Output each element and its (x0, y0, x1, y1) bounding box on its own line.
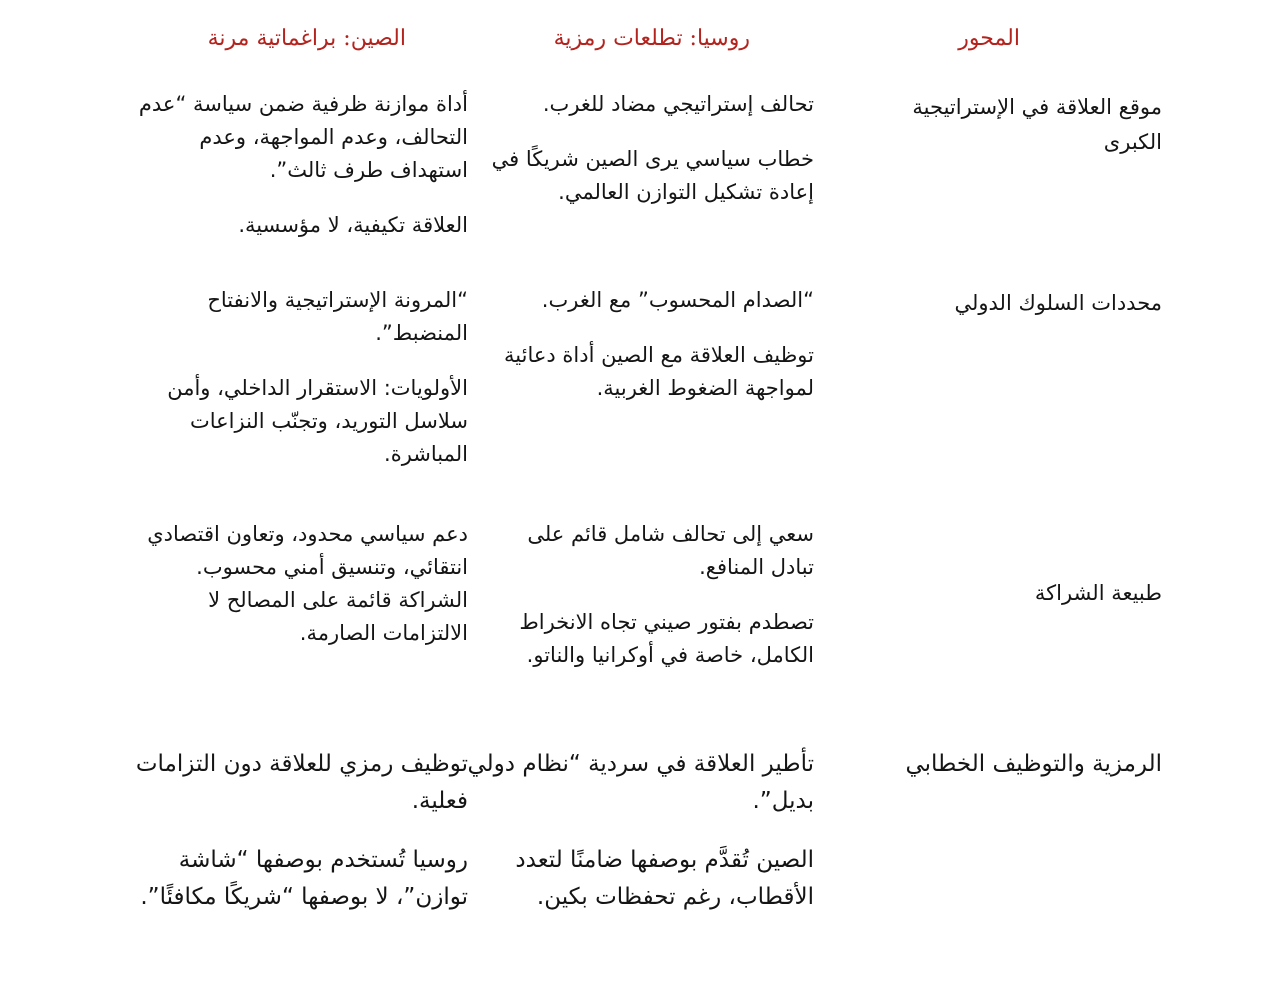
row-4-china-p2: روسيا تُستخدم بوصفها “شاشة توازن”، لا بوصفها “شريكًا مكافئًا”. (140, 847, 468, 910)
header-china: الصين: براغماتية مرنة (207, 26, 406, 51)
row-1-china-p2: العلاقة تكيفية، لا مؤسسية. (238, 213, 468, 237)
row-4-china (118, 746, 468, 916)
row-4-russia (464, 746, 814, 916)
row-1-russia-p1: تحالف إستراتيجي مضاد للغرب. (542, 92, 814, 116)
row-2-china-p1: “المرونة الإستراتيجية والانفتاح المنضبط”. (207, 288, 468, 345)
row-1-china (138, 88, 468, 242)
row-3-china (138, 518, 468, 650)
row-2-china-p2: الأولويات: الاستقرار الداخلي، وأمن سلاسل التوريد، وتجنّب النزاعات المباشرة. (167, 376, 468, 466)
row-3-russia-p1: سعي إلى تحالف شامل قائم على تبادل المنافع. (527, 522, 814, 579)
header-russia: روسيا: تطلعات رمزية (553, 26, 750, 51)
row-3-russia (484, 518, 814, 672)
row-2-russia-p2: توظيف العلاقة مع الصين أداة دعائية لمواجهة الضغوط الغربية. (504, 343, 814, 400)
row-4-russia-p1: تأطير العلاقة في سردية “نظام دولي بديل”. (467, 751, 814, 814)
row-2-russia-p1: “الصدام المحسوب” مع الغرب. (541, 288, 814, 312)
row-2-russia (484, 284, 814, 405)
row-2-china (138, 284, 468, 471)
row-1-china-p1: أداة موازنة ظرفية ضمن سياسة “عدم التحالف، وعدم المواجهة، وعدم استهداف طرف ثالث”. (138, 92, 468, 182)
row-1-russia (484, 88, 814, 209)
row-1-russia-p2: خطاب سياسي يرى الصين شريكًا في إعادة تشكيل التوازن العالمي. (491, 147, 814, 204)
row-3-china-p1: دعم سياسي محدود، وتعاون اقتصادي انتقائي، وتنسيق أمني محسوب. الشراكة قائمة على المصالح لا الالتزامات الصارمة. (147, 522, 468, 645)
row-2-axis: محددات السلوك الدولي (954, 291, 1162, 315)
row-4-russia-p2: الصين تُقدَّم بوصفها ضامنًا لتعدد الأقطاب، رغم تحفظات بكين. (515, 847, 814, 910)
row-4-china-p1: توظيف رمزي للعلاقة دون التزامات فعلية. (135, 751, 468, 814)
row-3-axis: طبيعة الشراكة (1034, 581, 1162, 605)
row-4-axis: الرمزية والتوظيف الخطابي (905, 751, 1162, 777)
row-3-russia-p2: تصطدم بفتور صيني تجاه الانخراط الكامل، خاصة في أوكرانيا والناتو. (519, 610, 814, 667)
header-axis: المحور (958, 26, 1020, 51)
row-1-axis: موقع العلاقة في الإستراتيجية الكبرى (912, 95, 1162, 154)
